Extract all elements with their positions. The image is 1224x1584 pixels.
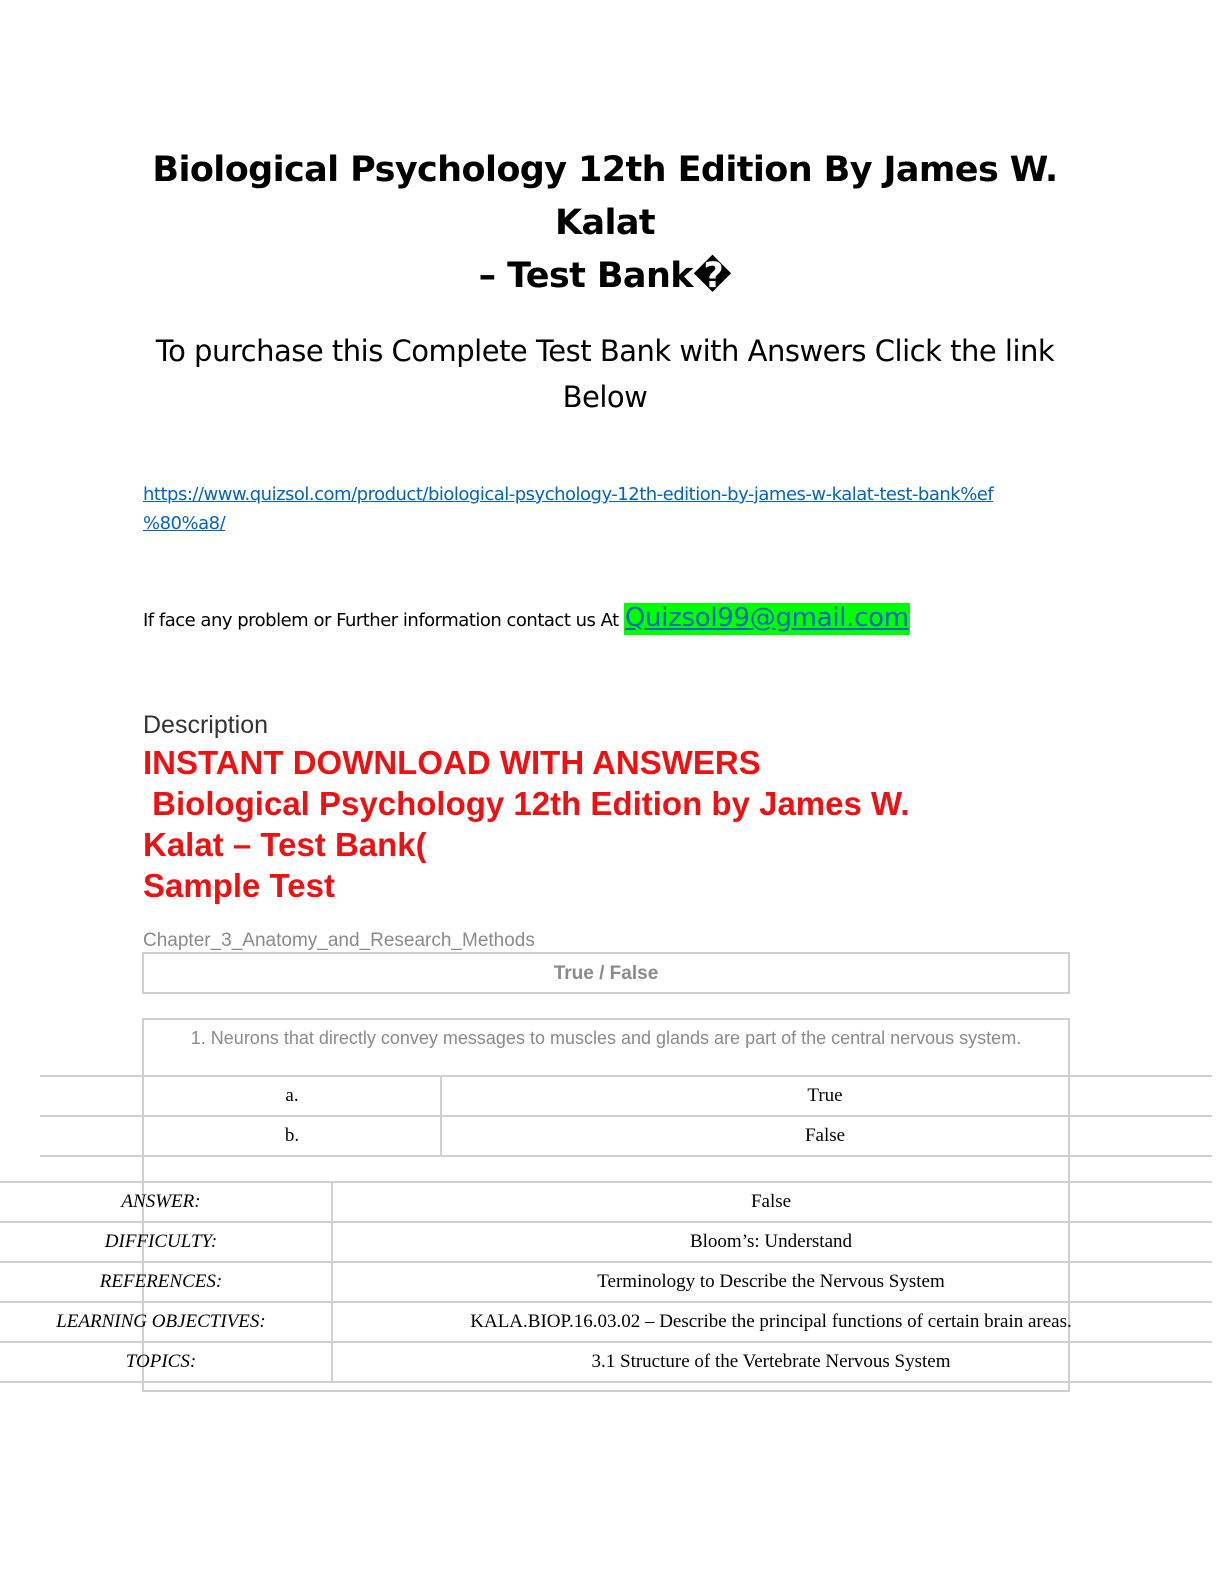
meta-label-difficulty: DIFFICULTY: bbox=[104, 1231, 218, 1252]
product-link[interactable] bbox=[143, 480, 1063, 538]
description-line-2: Biological Psychology 12th Edition by James W. bbox=[143, 785, 910, 822]
purchase-line-2: Below bbox=[562, 380, 648, 414]
option-a-value: True bbox=[807, 1085, 843, 1106]
option-b-label: b. bbox=[284, 1125, 300, 1146]
contact-text: If face any problem or Further information contact us At bbox=[143, 610, 624, 631]
chapter-title: Chapter_3_Anatomy_and_Research_Methods bbox=[143, 930, 535, 951]
document-title bbox=[100, 144, 1110, 303]
purchase-line-1: To purchase this Complete Test Bank with Answers Click the link bbox=[155, 334, 1055, 368]
meta-rule-5 bbox=[0, 1381, 1212, 1383]
title-line-1: Biological Psychology 12th Edition By James W. Kalat bbox=[152, 150, 1058, 243]
description-heading bbox=[143, 742, 1043, 906]
options-rule-bottom bbox=[40, 1155, 1212, 1157]
meta-label-learning-objectives: LEARNING OBJECTIVES: bbox=[56, 1311, 266, 1332]
section-header-box bbox=[142, 952, 1070, 994]
meta-value-topics: 3.1 Structure of the Vertebrate Nervous System bbox=[591, 1351, 951, 1372]
description-line-4: Sample Test bbox=[143, 867, 335, 904]
contact-line bbox=[143, 596, 910, 643]
meta-label-answer: ANSWER: bbox=[121, 1191, 201, 1212]
meta-value-difficulty: Bloom’s: Understand bbox=[689, 1231, 853, 1252]
description-line-1: INSTANT DOWNLOAD WITH ANSWERS bbox=[143, 744, 761, 781]
title-line-2: – Test Bank bbox=[478, 256, 693, 296]
purchase-instruction bbox=[100, 328, 1110, 420]
description-label: Description bbox=[143, 711, 269, 739]
meta-label-references: REFERENCES: bbox=[99, 1271, 223, 1292]
product-link-line-1[interactable]: https://www.quizsol.com/product/biological-psychology-12th-edition-by-james-w-kalat-test-bank%ef bbox=[143, 484, 994, 505]
question-text: 1. Neurons that directly convey messages to muscles and glands are part of the central nervous system. bbox=[190, 1028, 1022, 1048]
section-header: True / False bbox=[553, 963, 659, 984]
title-missing-glyph: � bbox=[692, 256, 732, 296]
meta-value-references: Terminology to Describe the Nervous System bbox=[597, 1271, 945, 1292]
option-b-value: False bbox=[804, 1125, 846, 1146]
product-link-line-2[interactable]: %80%a8/ bbox=[143, 513, 226, 534]
meta-value-learning-objectives: KALA.BIOP.16.03.02 – Describe the principal functions of certain brain areas. bbox=[470, 1311, 1072, 1332]
contact-email-link[interactable]: Quizsol99@gmail.com bbox=[624, 603, 909, 633]
meta-label-topics: TOPICS: bbox=[125, 1351, 197, 1372]
option-a-label: a. bbox=[285, 1085, 299, 1106]
description-line-3: Kalat – Test Bank( bbox=[143, 826, 427, 863]
meta-value-answer: False bbox=[750, 1191, 792, 1212]
